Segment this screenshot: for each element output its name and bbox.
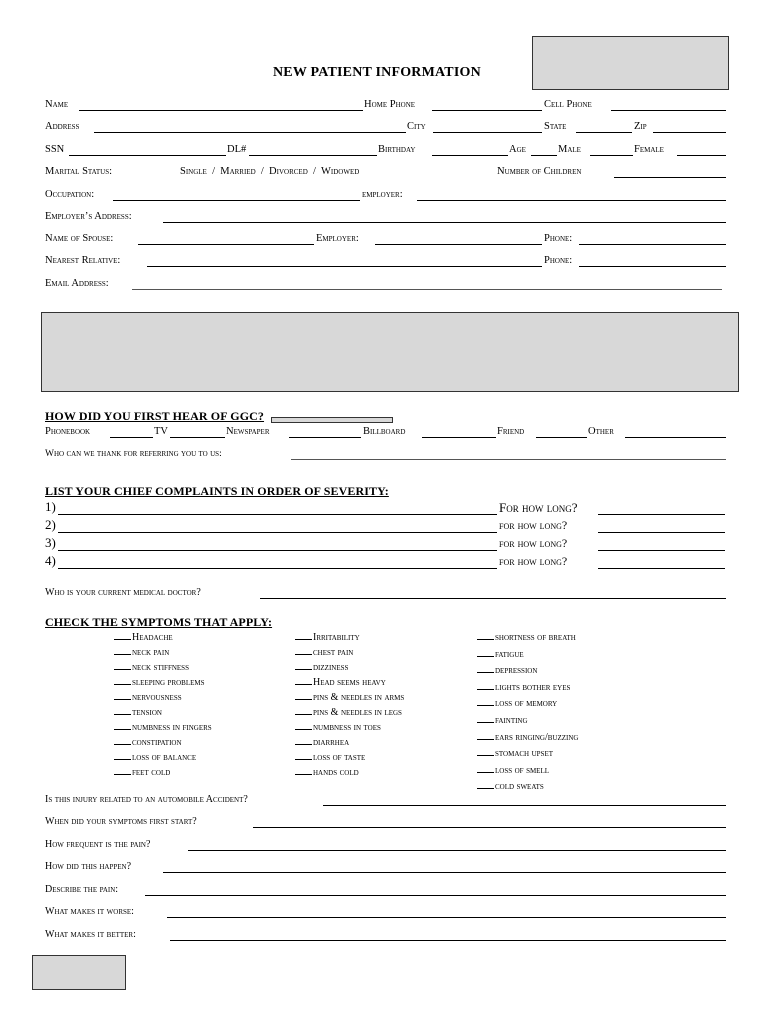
row-q2 xyxy=(45,814,726,830)
symptom-checkbox-line[interactable] xyxy=(477,713,494,723)
complaint-field[interactable] xyxy=(58,550,497,551)
how-happen-label: How did this happen? xyxy=(45,861,132,872)
row-name xyxy=(45,97,726,113)
symptom-label: hands cold xyxy=(313,767,359,778)
middle-redaction-box xyxy=(41,312,739,392)
phonebook-field[interactable] xyxy=(110,437,153,438)
symptom-checkbox-line[interactable] xyxy=(114,765,131,775)
row-relative xyxy=(45,253,726,269)
symptom-checkbox-line[interactable] xyxy=(477,663,494,673)
better-field[interactable] xyxy=(170,940,726,941)
complaint-number: 4) xyxy=(45,553,56,568)
email-field[interactable] xyxy=(132,289,722,290)
complaint-field[interactable] xyxy=(58,532,497,533)
email-label: Email Address: xyxy=(45,278,109,289)
symptom-label: neck pain xyxy=(132,647,170,658)
symptom-item[interactable] xyxy=(295,705,402,718)
symptom-checkbox-line[interactable] xyxy=(477,746,494,756)
ssn-label: SSN xyxy=(45,144,65,155)
complaint-number: 1) xyxy=(45,499,56,514)
symptom-checkbox-line[interactable] xyxy=(114,690,131,700)
spouse-employer-field[interactable] xyxy=(375,244,542,245)
cell-phone-label: Cell Phone xyxy=(544,99,592,110)
symptom-item[interactable] xyxy=(477,696,557,709)
symptom-checkbox-line[interactable] xyxy=(114,705,131,715)
symptom-checkbox-line[interactable] xyxy=(295,675,312,685)
symptom-item[interactable] xyxy=(295,765,359,778)
describe-pain-field[interactable] xyxy=(145,895,726,896)
auto-accident-field[interactable] xyxy=(323,805,726,806)
who-thank-label: Who can we thank for referring you to us: xyxy=(45,449,222,459)
children-label: Number of Children xyxy=(497,166,582,177)
tv-field[interactable] xyxy=(170,437,225,438)
row-email xyxy=(45,276,726,292)
symptom-label: loss of taste xyxy=(313,752,366,763)
symptom-item[interactable] xyxy=(477,763,549,776)
symptom-checkbox-line[interactable] xyxy=(295,690,312,700)
row-occupation xyxy=(45,187,726,203)
occupation-label: Occupation: xyxy=(45,189,95,200)
female-label: Female xyxy=(634,144,664,155)
complaint-field[interactable] xyxy=(58,568,497,569)
symptom-label: cold sweats xyxy=(495,781,544,793)
symptom-label: Head seems heavy xyxy=(313,677,386,688)
symptom-checkbox-line[interactable] xyxy=(295,705,312,715)
symptom-checkbox-line[interactable] xyxy=(295,750,312,760)
better-label: What makes it better: xyxy=(45,929,136,940)
row-referral-options xyxy=(45,424,726,440)
row-address xyxy=(45,119,726,135)
symptom-label: numbness in fingers xyxy=(132,722,212,733)
symptom-label: stomach upset xyxy=(495,748,553,760)
relative-phone-field[interactable] xyxy=(579,266,726,267)
cell-phone-field[interactable] xyxy=(611,110,726,111)
how-long-field[interactable] xyxy=(598,532,725,533)
billboard-label: Billboard xyxy=(363,426,406,437)
symptom-checkbox-line[interactable] xyxy=(114,735,131,745)
symptom-label: depression xyxy=(495,665,538,677)
symptom-item[interactable] xyxy=(477,647,524,660)
state-label: State xyxy=(544,121,567,132)
symptom-checkbox-line[interactable] xyxy=(114,630,131,640)
symptom-checkbox-line[interactable] xyxy=(477,680,494,690)
symptom-label: loss of smell xyxy=(495,764,550,776)
symptom-checkbox-line[interactable] xyxy=(477,647,494,657)
symptom-item[interactable] xyxy=(114,750,196,763)
female-field[interactable] xyxy=(677,155,726,156)
employer-address-field[interactable] xyxy=(163,222,726,223)
row-who-thank xyxy=(45,446,726,462)
pain-frequency-label: How frequent is the pain? xyxy=(45,839,151,850)
referral-heading: HOW DID YOU FIRST HEAR OF GGC? xyxy=(45,409,265,423)
symptom-item[interactable] xyxy=(114,735,182,748)
symptom-item[interactable] xyxy=(295,750,365,763)
symptom-item[interactable] xyxy=(477,680,570,693)
phonebook-label: Phonebook xyxy=(45,426,91,437)
symptom-label: chest pain xyxy=(313,647,354,658)
employer-field[interactable] xyxy=(417,200,726,201)
state-field[interactable] xyxy=(576,132,632,133)
symptom-label: fainting xyxy=(495,715,528,726)
complaint-field[interactable] xyxy=(58,514,497,515)
spouse-employer-label: Employer: xyxy=(316,233,359,244)
pain-frequency-field[interactable] xyxy=(188,850,726,851)
symptom-item[interactable] xyxy=(477,630,576,643)
symptom-label: loss of balance xyxy=(132,752,197,763)
symptom-item[interactable] xyxy=(477,713,528,726)
symptom-label: pins & needles in legs xyxy=(313,707,402,718)
symptom-checkbox-line[interactable] xyxy=(295,735,312,745)
address-label: Address xyxy=(45,121,80,132)
symptom-checkbox-line[interactable] xyxy=(295,765,312,775)
symptom-checkbox-line[interactable] xyxy=(477,779,494,789)
name-field[interactable] xyxy=(79,110,363,111)
row-q7 xyxy=(45,927,726,943)
male-label: Male xyxy=(558,144,581,155)
symptom-item[interactable] xyxy=(477,779,544,792)
symptom-checkbox-line[interactable] xyxy=(114,660,131,670)
symptom-label: pins & needles in arms xyxy=(313,692,405,703)
friend-field[interactable] xyxy=(536,437,587,438)
describe-pain-label: Describe the pain: xyxy=(45,884,119,895)
symptom-checkbox-line[interactable] xyxy=(477,763,494,773)
symptom-checkbox-line[interactable] xyxy=(477,696,494,706)
spouse-phone-label: Phone: xyxy=(544,233,573,244)
symptom-label: sleeping problems xyxy=(132,677,205,688)
symptom-checkbox-line[interactable] xyxy=(295,660,312,670)
complaint-number: 3) xyxy=(45,535,56,550)
complaint-number: 2) xyxy=(45,517,56,532)
name-label: Name xyxy=(45,99,69,110)
symptom-label: ears ringing/buzzing xyxy=(495,731,579,743)
relative-field[interactable] xyxy=(147,266,542,267)
symptom-label: Irritability xyxy=(313,632,360,643)
newspaper-field[interactable] xyxy=(289,437,361,438)
other-label: Other xyxy=(588,426,614,437)
relative-label: Nearest Relative: xyxy=(45,255,121,266)
birthday-field[interactable] xyxy=(432,155,508,156)
home-phone-field[interactable] xyxy=(432,110,542,111)
symptom-label: dizziness xyxy=(313,662,349,673)
auto-accident-label: Is this injury related to an automobile Accident? xyxy=(45,794,248,805)
children-field[interactable] xyxy=(614,177,726,178)
city-label: City xyxy=(407,121,426,132)
occupation-field[interactable] xyxy=(113,200,360,201)
employer-address-label: Employer’s Address: xyxy=(45,211,132,222)
bottom-left-redaction-box xyxy=(32,955,126,990)
symptom-checkbox-line[interactable] xyxy=(295,720,312,730)
referral-redaction-box xyxy=(271,417,393,423)
symptom-checkbox-line[interactable] xyxy=(114,645,131,655)
who-thank-field[interactable] xyxy=(291,459,726,460)
worse-field[interactable] xyxy=(167,917,726,918)
symptom-item[interactable] xyxy=(295,675,386,688)
city-field[interactable] xyxy=(433,132,542,133)
dl-field[interactable] xyxy=(249,155,377,156)
symptom-item[interactable] xyxy=(114,765,170,778)
marital-status-label: Marital Status: xyxy=(45,166,113,177)
symptom-label: loss of memory xyxy=(495,698,558,710)
row-doctor xyxy=(45,585,726,601)
ssn-field[interactable] xyxy=(69,155,226,156)
symptom-item[interactable] xyxy=(295,645,353,658)
row-q6 xyxy=(45,904,726,920)
symptom-label: shortness of breath xyxy=(495,632,576,643)
symptom-checkbox-line[interactable] xyxy=(114,675,131,685)
symptom-item[interactable] xyxy=(295,660,348,673)
symptom-item[interactable] xyxy=(295,690,404,703)
newspaper-label: Newspaper xyxy=(226,426,270,437)
male-field[interactable] xyxy=(590,155,633,156)
how-long-label: for how long? xyxy=(499,536,568,550)
age-field[interactable] xyxy=(531,155,557,156)
symptom-label: numbness in toes xyxy=(313,722,381,733)
zip-label: Zip xyxy=(634,121,647,132)
symptom-checkbox-line[interactable] xyxy=(114,720,131,730)
tv-label: TV xyxy=(154,426,168,437)
row-q4 xyxy=(45,859,726,875)
symptom-item[interactable] xyxy=(295,735,349,748)
symptoms-start-field[interactable] xyxy=(253,827,726,828)
how-long-field[interactable] xyxy=(598,550,725,551)
symptom-checkbox-line[interactable] xyxy=(477,730,494,740)
symptom-label: nervousness xyxy=(132,692,182,703)
billboard-field[interactable] xyxy=(422,437,496,438)
age-label: Age xyxy=(509,144,526,155)
symptom-item[interactable] xyxy=(114,690,182,703)
symptom-label: feet cold xyxy=(132,767,171,778)
worse-label: What makes it worse: xyxy=(45,906,134,917)
row-marital xyxy=(45,164,726,180)
dl-label: DL# xyxy=(227,144,247,155)
spouse-name-field[interactable] xyxy=(138,244,314,245)
other-field[interactable] xyxy=(625,437,726,438)
symptom-checkbox-line[interactable] xyxy=(295,645,312,655)
symptom-item[interactable] xyxy=(114,720,212,733)
symptom-label: neck stiffness xyxy=(132,662,189,673)
symptom-item[interactable] xyxy=(477,730,578,743)
how-long-field[interactable] xyxy=(598,568,725,569)
row-employer-address xyxy=(45,209,726,225)
symptom-item[interactable] xyxy=(295,720,381,733)
row-ssn xyxy=(45,142,726,158)
page-title: NEW PATIENT INFORMATION xyxy=(273,65,481,80)
zip-field[interactable] xyxy=(653,132,726,133)
row-q1 xyxy=(45,792,726,808)
spouse-phone-field[interactable] xyxy=(579,244,726,245)
doctor-field[interactable] xyxy=(260,598,726,599)
symptom-item[interactable] xyxy=(477,746,553,759)
top-right-redaction-box xyxy=(532,36,729,90)
symptom-checkbox-line[interactable] xyxy=(114,750,131,760)
marital-options[interactable]: Single / Married / Divorced / Widowed xyxy=(180,166,360,177)
symptoms-start-label: When did your symptoms first start? xyxy=(45,816,197,827)
symptom-item[interactable] xyxy=(114,645,169,658)
row-q3 xyxy=(45,837,726,853)
home-phone-label: Home Phone xyxy=(364,99,416,110)
birthday-label: Birthday xyxy=(378,144,416,155)
row-q5 xyxy=(45,882,726,898)
address-field[interactable] xyxy=(94,132,406,133)
symptom-item[interactable] xyxy=(114,660,189,673)
symptom-label: Headache xyxy=(132,632,173,643)
how-long-label: For how long? xyxy=(499,500,578,515)
how-long-field[interactable] xyxy=(598,514,725,515)
symptom-label: tension xyxy=(132,707,162,718)
doctor-label: Who is your current medical doctor? xyxy=(45,587,201,598)
symptom-item[interactable] xyxy=(114,705,162,718)
how-happen-field[interactable] xyxy=(163,872,726,873)
symptom-label: lights bother eyes xyxy=(495,681,571,693)
symptom-item[interactable] xyxy=(477,663,537,676)
how-long-label: for how long? xyxy=(499,554,568,568)
relative-phone-label: Phone: xyxy=(544,255,573,266)
symptoms-heading: CHECK THE SYMPTOMS THAT APPLY: xyxy=(45,615,273,629)
spouse-name-label: Name of Spouse: xyxy=(45,233,114,244)
symptom-checkbox-line[interactable] xyxy=(295,630,312,640)
symptom-item[interactable] xyxy=(114,675,205,688)
symptom-item[interactable] xyxy=(295,630,360,643)
row-spouse xyxy=(45,231,726,247)
how-long-label: for how long? xyxy=(499,518,568,532)
symptom-label: diarrhea xyxy=(313,737,350,748)
friend-label: Friend xyxy=(497,426,525,437)
symptom-label: fatigue xyxy=(495,648,524,660)
symptom-item[interactable] xyxy=(114,630,173,643)
symptom-checkbox-line[interactable] xyxy=(477,630,494,640)
symptom-label: constipation xyxy=(132,737,182,748)
employer-label: employer: xyxy=(362,189,403,200)
complaints-heading: LIST YOUR CHIEF COMPLAINTS IN ORDER OF SEVERITY: xyxy=(45,484,389,498)
